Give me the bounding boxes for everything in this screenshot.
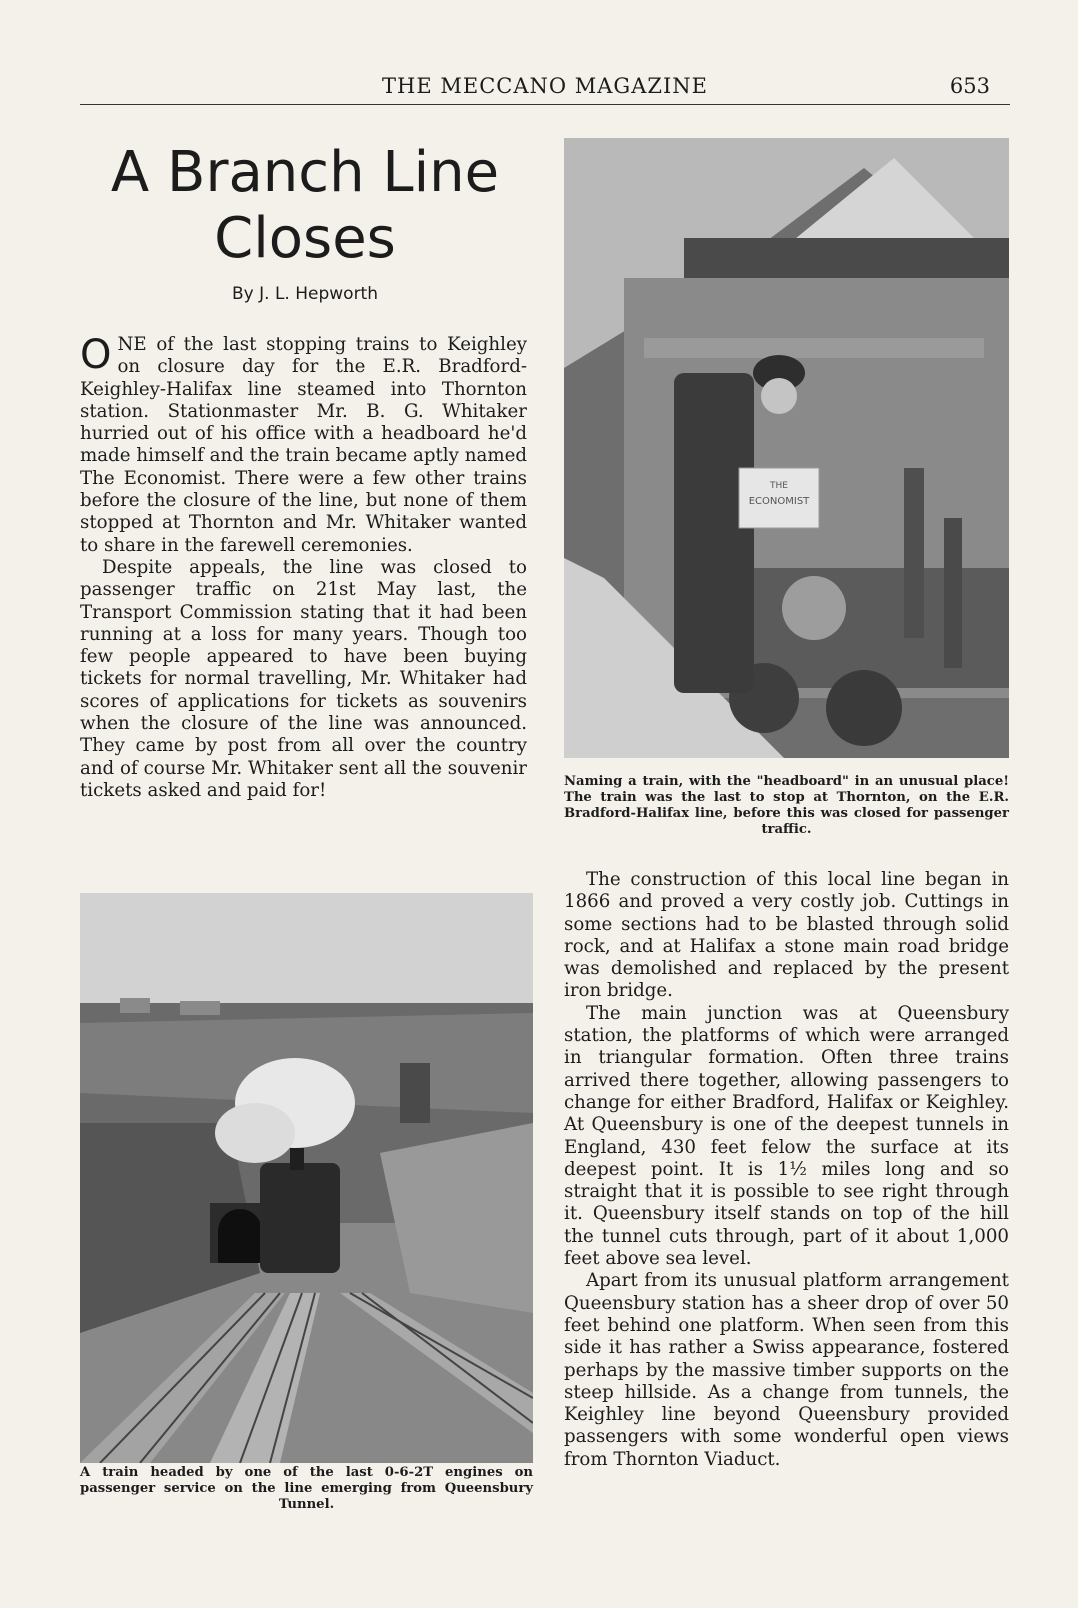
byline: By J. L. Hepworth bbox=[232, 284, 378, 304]
headboard-photo bbox=[564, 138, 1009, 758]
paragraph-3: The construction of this local line began in 1866 and proved a very costly job. Cuttings in some sections had to be blasted through solid rock, and at Halifax a stone main road bridge was demolished and replaced by the present iron bridge. bbox=[564, 869, 1009, 1002]
left-column-text bbox=[80, 334, 527, 802]
page-number: 653 bbox=[949, 74, 990, 98]
drop-cap: O bbox=[80, 332, 112, 378]
title-line-1: A Branch Line bbox=[110, 140, 500, 205]
headboard-photo-caption: Naming a train, with the "headboard" in an unusual place! The train was the last to stop at Thornton, on the E.R. Bradford-Halifax line, before this was closed for passenger traffic. bbox=[564, 774, 1009, 837]
paragraph-5: Apart from its unusual platform arrangement Queensbury station has a sheer drop of over 50 feet behind one platform. When seen from this side it has rather a Swiss appearance, fostered perhaps by the massive timber supports on the steep hillside. As a change from tunnels, the Keighley line beyond Queensbury provided passengers with some wonderful open views from Thornton Viaduct. bbox=[564, 1270, 1009, 1470]
headboard-text-line1: THE bbox=[770, 481, 788, 491]
tunnel-photo-caption: A train headed by one of the last 0-6-2T engines on passenger service on the line emerging from Queensbury Tunnel. bbox=[80, 1465, 533, 1512]
tunnel-photo bbox=[80, 893, 533, 1463]
paragraph-1 bbox=[80, 334, 527, 557]
paragraph-1-text: NE of the last stopping trains to Keighley on closure day for the E.R. Bradford-Keighley-Halifax line steamed into Thornton station. Stationmaster Mr. B. G. Whitaker hurried out of his office with a headboard he'd made himself and the train became aptly named The Economist. There were a few other trains before the closure of the line, but none of them stopped at Thornton and Mr. Whitaker wanted to share in the farewell ceremonies. bbox=[80, 334, 527, 556]
paragraph-2: Despite appeals, the line was closed to passenger traffic on 21st May last, the Transport Commission stating that it had been running at a loss for many years. Though too few people appeared to have been buying tickets for normal travelling, Mr. Whitaker had scores of applications for tickets as souvenirs when the closure of the line was announced. They came by post from all over the country and of course Mr. Whitaker sent all the souvenir tickets asked and paid for! bbox=[80, 556, 527, 801]
right-column-text bbox=[564, 869, 1009, 1471]
article-title bbox=[80, 140, 530, 272]
page-header bbox=[80, 72, 1010, 105]
running-title: THE MECCANO MAGAZINE bbox=[382, 74, 708, 98]
headboard-text-line2: ECONOMIST bbox=[748, 496, 810, 507]
paragraph-4: The main junction was at Queensbury station, the platforms of which were arranged in triangular formation. Often three trains arrived there together, allowing passengers to change for either Bradford, Halifax or Keighley. At Queensbury is one of the deepest tunnels in England, 430 feet felow the surface at its deepest point. It is 1½ miles long and so straight that it is possible to see right through it. Queensbury itself stands on top of the hill the tunnel cuts through, part of it about 1,000 feet above sea level. bbox=[564, 1002, 1009, 1270]
title-line-2: Closes bbox=[214, 206, 396, 271]
